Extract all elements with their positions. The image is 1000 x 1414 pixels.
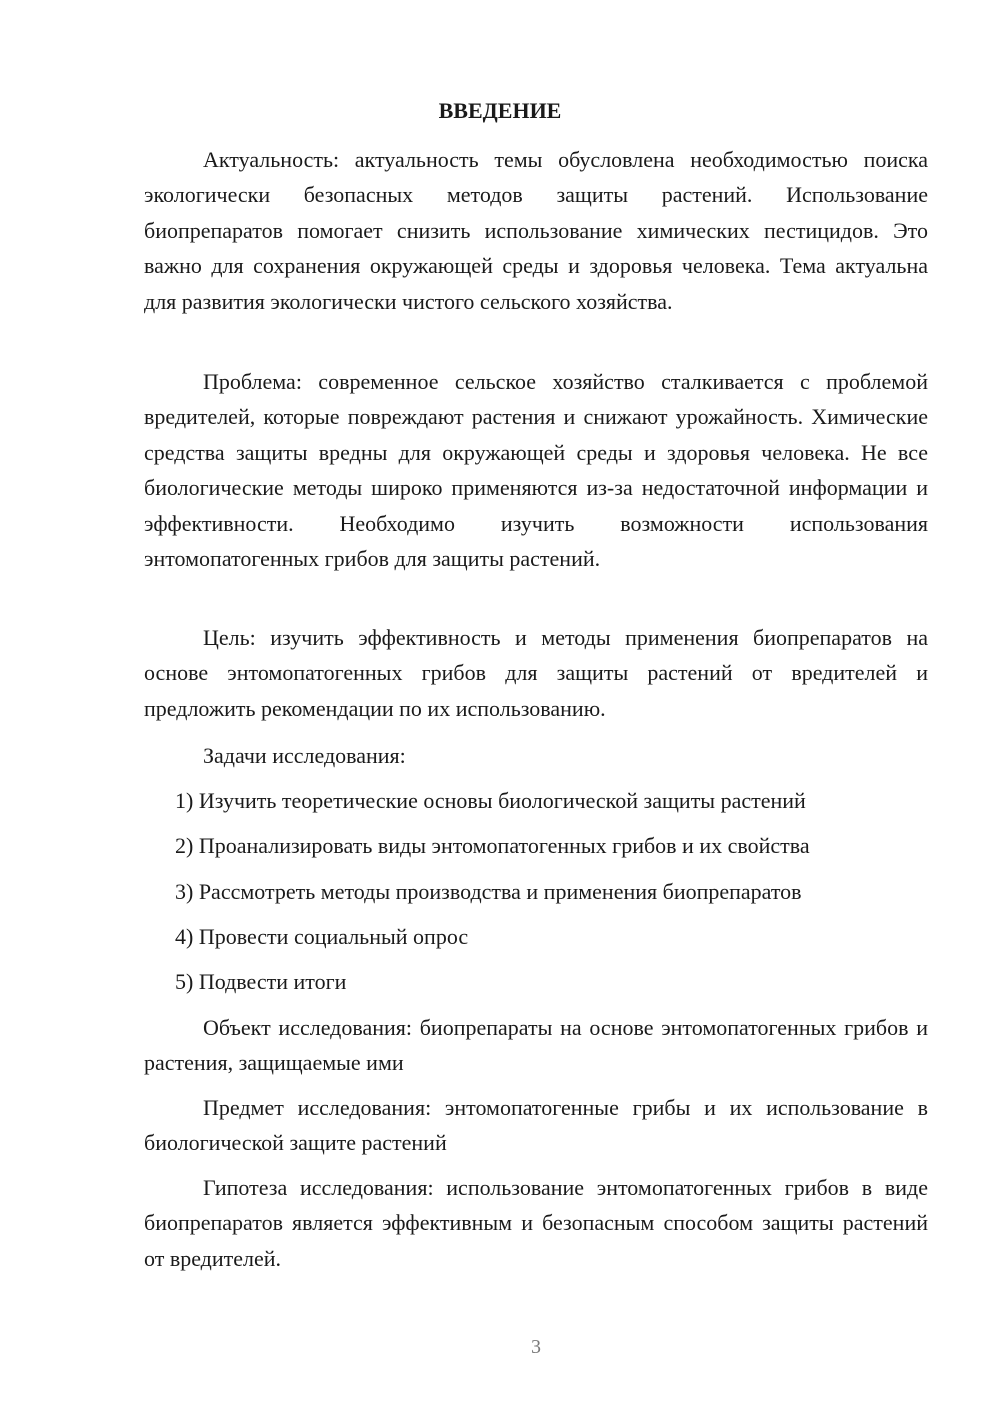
task-item: 2) Проанализировать виды энтомопатогенных грибов и их свойства [175, 833, 810, 858]
task-item: 3) Рассмотреть методы производства и применения биопрепаратов [175, 879, 802, 904]
section-heading: ВВЕДЕНИЕ [438, 98, 562, 123]
paragraph-problem: Проблема: современное сельское хозяйство сталкивается с проблемой вредителей, которые повреждают растения и снижают урожайность. Химические средства защиты вредны для окружающей среды и здоровья человека. Не все биологические методы широко применяются из-за недостаточной информации и эффективности. Необходимо изучить возможности использования энтомопатогенных грибов для защиты растений. [144, 369, 928, 572]
task-item: 1) Изучить теоретические основы биологической защиты растений [175, 788, 806, 813]
task-item: 5) Подвести итоги [175, 969, 347, 994]
paragraph-hypothesis: Гипотеза исследования: использование энтомопатогенных грибов в виде биопрепаратов является эффективным и безопасным способом защиты растений от вредителей. [144, 1175, 928, 1271]
paragraph-subject: Предмет исследования: энтомопатогенные грибы и их использование в биологической защите растений [144, 1095, 928, 1156]
paragraph-object: Объект исследования: биопрепараты на основе энтомопатогенных грибов и растения, защищаемые ими [144, 1015, 928, 1076]
paragraph-relevance: Актуальность: актуальность темы обусловлена необходимостью поиска экологически безопасных методов защиты растений. Использование биопрепаратов помогает снизить использование химических пестицидов. Это важно для сохранения окружающей среды и здоровья человека. Тема актуальна для развития экологически чистого сельского хозяйства. [144, 147, 928, 314]
task-item: 4) Провести социальный опрос [175, 924, 469, 949]
page-number: 3 [531, 1336, 541, 1358]
tasks-intro: Задачи исследования: [203, 743, 406, 768]
paragraph-goal: Цель: изучить эффективность и методы применения биопрепаратов на основе энтомопатогенных грибов для защиты растений от вредителей и предложить рекомендации по их использованию. [144, 625, 928, 721]
